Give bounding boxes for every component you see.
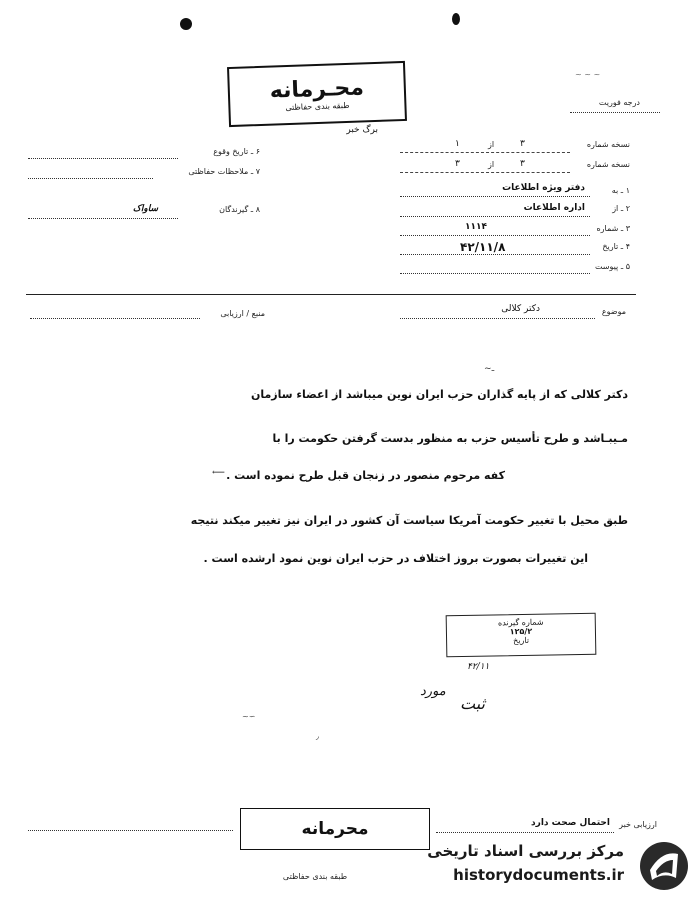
line-number-label: ۳ ـ شماره [596,224,630,233]
urgency-underline [570,112,660,113]
body-line-4: طبق محیل با تغییر حکومت آمریکا سیاست آن کشور در ایران نیز تغییر میکند نتیجه [190,514,628,527]
bottom-classification-caption: طبقه بندی حفاظتی [282,872,348,881]
field-occurrence-line [28,158,178,159]
archive-logo-icon [636,840,692,892]
line-to-line [400,196,590,197]
archive-watermark [427,838,694,896]
body-line-2: مـیبـاشد و طرح تأسیس حزب به منظور بدست گرفتن حکومت را با [272,432,628,445]
received-stamp [446,613,597,658]
copy-number-1-line [400,152,570,153]
copy-number-2-of: از [488,160,495,169]
body-arrow-mark: ⟵ [212,468,225,478]
line-from-value: دفتر ویژه اطلاعات [502,183,585,193]
stamp-subtitle: طبقه بندی حفاظتی [285,100,350,113]
handwritten-date: ۴۲/۱۱ [467,662,490,672]
handwritten-note-1: ثبت [460,694,485,713]
field-recipients: ۸ ـ گیرندگان [219,205,260,214]
subject-value: دکتر کلالی [501,304,540,314]
body-line-3: کفه مرحوم منصور در زنجان قبل طرح نموده است . [226,469,505,482]
confidential-stamp [227,61,407,127]
urgency-scribble: ~ ~ ~ [575,70,601,79]
header-separator [26,294,636,295]
assessment-label: ارزیابی خبر [619,820,657,829]
line-date-value: ۴۲/۱۱/۸ [460,240,506,254]
field-security-notes: ۷ ـ ملاحظات حفاظتی [188,167,260,176]
ink-dot-left [180,18,192,30]
stamp-title: محـرمانه [269,75,365,104]
line-from-label: ۲ ـ از [612,204,630,213]
copy-number-2-line [400,172,570,173]
body-line-1: دکتر کلالی که از پایه گذاران حزب ایران نوین میباشد از اعضاء سازمان [250,388,628,401]
received-stamp-line1: شماره گیرنده [497,617,544,628]
received-stamp-line3: تاریخ [513,635,530,646]
line-attachment-label: ۵ ـ پیوست [594,262,630,271]
subject-left-line [30,318,200,319]
ink-dot-right [452,13,460,25]
field-recipients-line [28,218,178,219]
margin-scribble: ~ـ [484,364,495,374]
signature-scrawl-2: ٫ [316,732,319,741]
subject-left-label: منبع / ارزیابی [220,309,265,318]
copy-number-2-b: ۳ [455,159,460,169]
subject-line [400,318,595,319]
line-from-line [400,216,590,217]
bottom-left-line [28,830,233,831]
field-occurrence-date: ۶ ـ تاریخ وقوع [213,147,260,156]
line-date-label: ۴ ـ تاریخ [602,242,630,251]
copy-number-1-label: نسخه شماره [586,140,630,149]
form-label: برگ خبر [346,125,378,135]
urgency-caption: درجه فوریت [598,98,640,107]
line-attachment-line [400,273,590,274]
copy-number-1-of: از [488,140,495,149]
copy-number-2-label: نسخه شماره [586,160,630,169]
copy-number-1-b: ۱ [455,139,460,149]
assessment-value: احتمال صحت دارد [531,818,610,828]
watermark-url: historydocuments.ir [453,866,624,884]
line-to-label: ۱ ـ به [611,186,630,195]
received-stamp-line2: ۱۲۵/۲ [509,626,533,637]
field-security-line [28,178,153,179]
signature-scrawl-1: ~∽ [242,712,256,721]
subject-label: موضوع [601,307,626,316]
field-recipients-value: ساواک [132,204,158,214]
handwritten-note-2: مورد [420,684,446,699]
bottom-confidential-stamp [240,808,430,850]
line-number-value: ۱۱۱۴ [465,222,487,232]
watermark-title: مرکز بررسی اسناد تاریخی [427,842,624,860]
line-from-value-2: اداره اطلاعات [523,203,585,213]
copy-number-1-a: ۳ [520,139,525,149]
body-line-5: این تغییرات بصورت بروز اختلاف در حزب ایران نوین نمود ارشده است . [203,552,588,565]
line-number-line [400,235,590,236]
assessment-line [436,832,614,833]
copy-number-2-a: ۳ [520,159,525,169]
line-date-line [400,254,590,255]
bottom-stamp-text: محرمانه [301,819,369,839]
